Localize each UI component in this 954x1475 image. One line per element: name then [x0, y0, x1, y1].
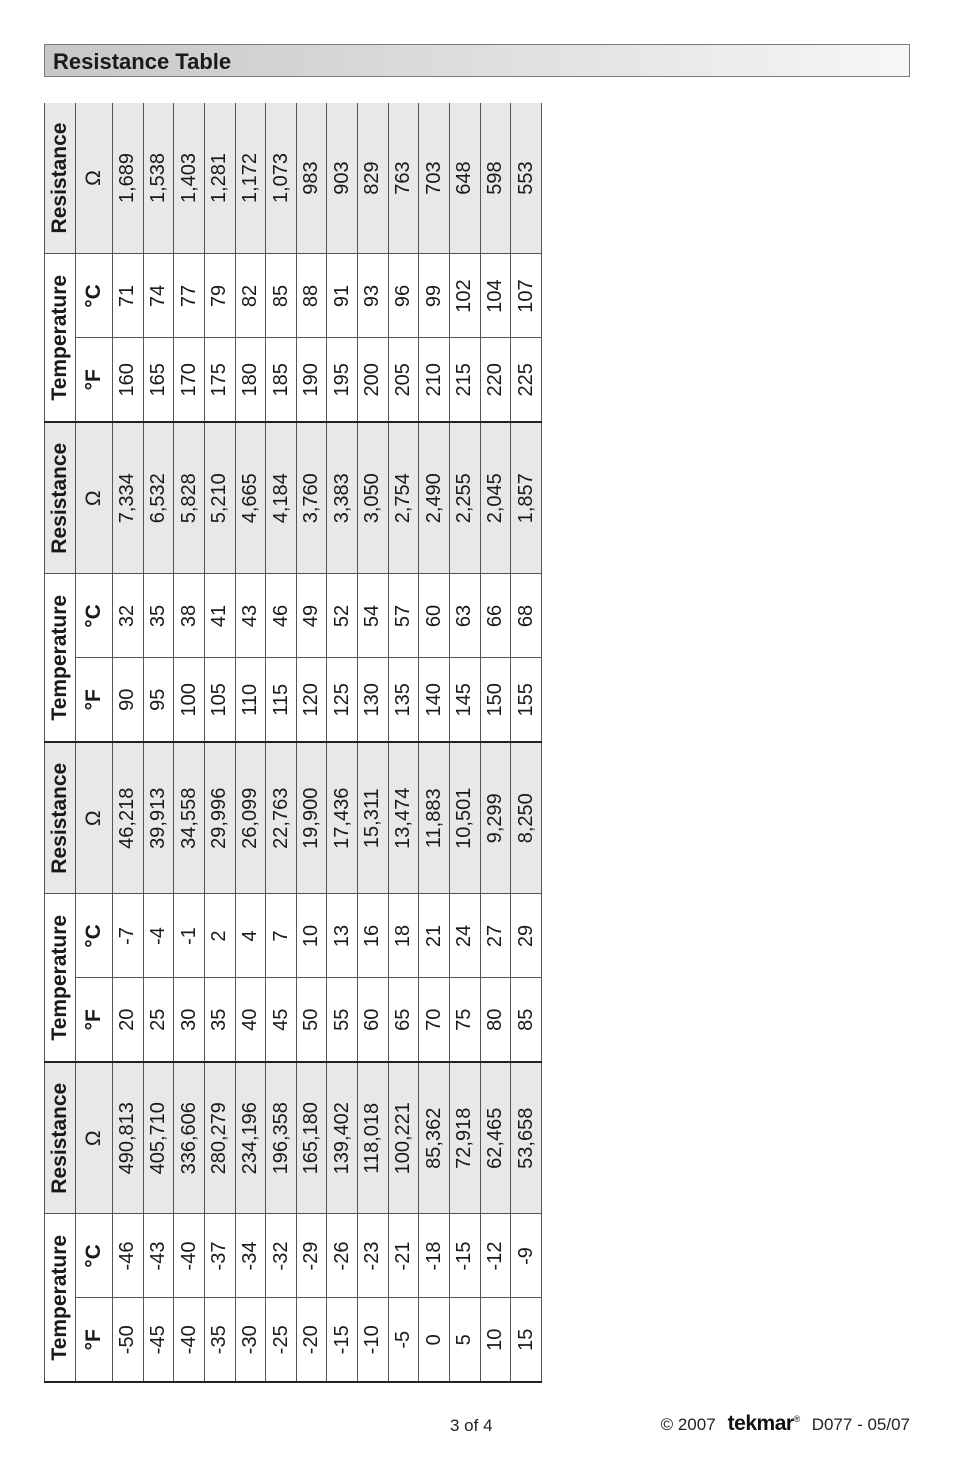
cell-celsius: -34 — [235, 1214, 266, 1298]
table-row — [480, 103, 511, 1382]
cell-celsius: 63 — [450, 574, 481, 658]
cell-resistance: 5,210 — [204, 422, 235, 574]
unit-celsius: °C — [76, 1214, 113, 1298]
table-row — [266, 103, 297, 1382]
cell-fahrenheit: 40 — [235, 978, 266, 1062]
unit-celsius: °C — [76, 254, 113, 338]
unit-celsius: °C — [76, 574, 113, 658]
cell-resistance: 983 — [296, 103, 327, 254]
cell-fahrenheit: 185 — [266, 338, 297, 422]
cell-celsius: 93 — [358, 254, 389, 338]
resistance-header: Resistance — [45, 103, 76, 254]
cell-resistance: 62,465 — [480, 1062, 511, 1214]
cell-resistance: 2,045 — [480, 422, 511, 574]
cell-fahrenheit: 115 — [266, 658, 297, 742]
cell-fahrenheit: -35 — [204, 1298, 235, 1382]
cell-fahrenheit: 65 — [388, 978, 419, 1062]
section-title-bar — [44, 44, 910, 77]
cell-resistance: 8,250 — [511, 742, 542, 894]
cell-resistance: 1,403 — [174, 103, 205, 254]
cell-celsius: 66 — [480, 574, 511, 658]
cell-fahrenheit: 80 — [480, 978, 511, 1062]
cell-celsius: 4 — [235, 894, 266, 978]
cell-resistance: 2,255 — [450, 422, 481, 574]
resistance-table-rotated — [44, 103, 542, 1383]
cell-celsius: 13 — [327, 894, 358, 978]
cell-resistance: 26,099 — [235, 742, 266, 894]
cell-celsius: 16 — [358, 894, 389, 978]
cell-celsius: 107 — [511, 254, 542, 338]
cell-fahrenheit: 130 — [358, 658, 389, 742]
cell-fahrenheit: -20 — [296, 1298, 327, 1382]
cell-fahrenheit: 180 — [235, 338, 266, 422]
unit-fahrenheit: °F — [76, 978, 113, 1062]
cell-fahrenheit: 0 — [419, 1298, 450, 1382]
cell-fahrenheit: 160 — [113, 338, 144, 422]
cell-celsius: 38 — [174, 574, 205, 658]
cell-resistance: 703 — [419, 103, 450, 254]
cell-fahrenheit: 15 — [511, 1298, 542, 1382]
cell-fahrenheit: 20 — [113, 978, 144, 1062]
cell-fahrenheit: 140 — [419, 658, 450, 742]
temperature-header: Temperature — [45, 894, 76, 1062]
page-number: 3 of 4 — [450, 1416, 493, 1435]
cell-celsius: 88 — [296, 254, 327, 338]
cell-resistance: 4,665 — [235, 422, 266, 574]
cell-celsius: -12 — [480, 1214, 511, 1298]
cell-resistance: 72,918 — [450, 1062, 481, 1214]
table-unit-header-row — [76, 103, 113, 1382]
cell-celsius: 24 — [450, 894, 481, 978]
cell-celsius: 52 — [327, 574, 358, 658]
cell-resistance: 3,760 — [296, 422, 327, 574]
cell-resistance: 1,073 — [266, 103, 297, 254]
cell-resistance: 5,828 — [174, 422, 205, 574]
cell-celsius: 27 — [480, 894, 511, 978]
cell-resistance: 39,913 — [143, 742, 174, 894]
unit-fahrenheit: °F — [76, 338, 113, 422]
cell-resistance: 7,334 — [113, 422, 144, 574]
table-group-header-row — [45, 103, 76, 1382]
copyright: © 2007 — [660, 1415, 716, 1434]
cell-resistance: 29,996 — [204, 742, 235, 894]
cell-celsius: -15 — [450, 1214, 481, 1298]
cell-fahrenheit: -45 — [143, 1298, 174, 1382]
resistance-table-container — [44, 103, 542, 1383]
cell-celsius: 102 — [450, 254, 481, 338]
cell-resistance: 903 — [327, 103, 358, 254]
document-code: D077 - 05/07 — [811, 1415, 910, 1434]
brand-logo — [728, 1412, 800, 1436]
table-row — [419, 103, 450, 1382]
cell-fahrenheit: 75 — [450, 978, 481, 1062]
cell-resistance: 280,279 — [204, 1062, 235, 1214]
cell-celsius: -46 — [113, 1214, 144, 1298]
table-row — [204, 103, 235, 1382]
cell-celsius: -32 — [266, 1214, 297, 1298]
cell-celsius: 57 — [388, 574, 419, 658]
unit-celsius: °C — [76, 894, 113, 978]
temperature-header: Temperature — [45, 254, 76, 422]
cell-fahrenheit: 30 — [174, 978, 205, 1062]
cell-fahrenheit: 70 — [419, 978, 450, 1062]
cell-fahrenheit: 205 — [388, 338, 419, 422]
cell-celsius: 10 — [296, 894, 327, 978]
cell-celsius: 21 — [419, 894, 450, 978]
cell-resistance: 648 — [450, 103, 481, 254]
cell-celsius: 49 — [296, 574, 327, 658]
resistance-table — [44, 103, 542, 1383]
cell-fahrenheit: 35 — [204, 978, 235, 1062]
temperature-header: Temperature — [45, 574, 76, 742]
cell-celsius: -21 — [388, 1214, 419, 1298]
cell-fahrenheit: 135 — [388, 658, 419, 742]
registered-mark: ® — [793, 1414, 800, 1424]
cell-fahrenheit: 45 — [266, 978, 297, 1062]
cell-celsius: 74 — [143, 254, 174, 338]
unit-ohm: Ω — [76, 1062, 113, 1214]
cell-resistance: 196,358 — [266, 1062, 297, 1214]
cell-celsius: 2 — [204, 894, 235, 978]
cell-celsius: -43 — [143, 1214, 174, 1298]
cell-fahrenheit: -5 — [388, 1298, 419, 1382]
temperature-header: Temperature — [45, 1214, 76, 1382]
cell-fahrenheit: 90 — [113, 658, 144, 742]
cell-celsius: 96 — [388, 254, 419, 338]
cell-resistance: 53,658 — [511, 1062, 542, 1214]
cell-resistance: 165,180 — [296, 1062, 327, 1214]
cell-celsius: 77 — [174, 254, 205, 338]
cell-fahrenheit: 210 — [419, 338, 450, 422]
cell-celsius: 41 — [204, 574, 235, 658]
cell-celsius: 82 — [235, 254, 266, 338]
cell-celsius: 43 — [235, 574, 266, 658]
cell-resistance: 3,050 — [358, 422, 389, 574]
cell-fahrenheit: 200 — [358, 338, 389, 422]
cell-resistance: 85,362 — [419, 1062, 450, 1214]
cell-resistance: 118,018 — [358, 1062, 389, 1214]
cell-resistance: 2,490 — [419, 422, 450, 574]
cell-resistance: 763 — [388, 103, 419, 254]
cell-fahrenheit: 85 — [511, 978, 542, 1062]
table-row — [358, 103, 389, 1382]
cell-resistance: 1,857 — [511, 422, 542, 574]
cell-resistance: 234,196 — [235, 1062, 266, 1214]
cell-resistance: 46,218 — [113, 742, 144, 894]
cell-celsius: 18 — [388, 894, 419, 978]
cell-resistance: 6,532 — [143, 422, 174, 574]
cell-resistance: 100,221 — [388, 1062, 419, 1214]
cell-resistance: 598 — [480, 103, 511, 254]
cell-fahrenheit: 110 — [235, 658, 266, 742]
section-title: Resistance Table — [53, 49, 232, 74]
cell-celsius: -40 — [174, 1214, 205, 1298]
unit-ohm: Ω — [76, 422, 113, 574]
cell-resistance: 2,754 — [388, 422, 419, 574]
cell-fahrenheit: 165 — [143, 338, 174, 422]
cell-fahrenheit: 5 — [450, 1298, 481, 1382]
cell-resistance: 10,501 — [450, 742, 481, 894]
cell-fahrenheit: -50 — [113, 1298, 144, 1382]
cell-resistance: 553 — [511, 103, 542, 254]
cell-fahrenheit: 125 — [327, 658, 358, 742]
cell-fahrenheit: 215 — [450, 338, 481, 422]
cell-fahrenheit: 175 — [204, 338, 235, 422]
brand-name: tekmar — [727, 1412, 794, 1435]
cell-celsius: 104 — [480, 254, 511, 338]
cell-celsius: 35 — [143, 574, 174, 658]
cell-celsius: -29 — [296, 1214, 327, 1298]
cell-celsius: -7 — [113, 894, 144, 978]
cell-resistance: 17,436 — [327, 742, 358, 894]
cell-fahrenheit: 50 — [296, 978, 327, 1062]
cell-celsius: 29 — [511, 894, 542, 978]
cell-fahrenheit: 95 — [143, 658, 174, 742]
cell-celsius: -23 — [358, 1214, 389, 1298]
cell-fahrenheit: 220 — [480, 338, 511, 422]
cell-fahrenheit: 120 — [296, 658, 327, 742]
table-body — [113, 103, 542, 1382]
cell-fahrenheit: 150 — [480, 658, 511, 742]
unit-fahrenheit: °F — [76, 658, 113, 742]
cell-celsius: 7 — [266, 894, 297, 978]
unit-ohm: Ω — [76, 742, 113, 894]
cell-celsius: 54 — [358, 574, 389, 658]
cell-resistance: 490,813 — [113, 1062, 144, 1214]
cell-celsius: 85 — [266, 254, 297, 338]
cell-celsius: -4 — [143, 894, 174, 978]
cell-resistance: 34,558 — [174, 742, 205, 894]
cell-fahrenheit: 190 — [296, 338, 327, 422]
resistance-header: Resistance — [45, 742, 76, 894]
cell-fahrenheit: 155 — [511, 658, 542, 742]
cell-resistance: 13,474 — [388, 742, 419, 894]
cell-resistance: 22,763 — [266, 742, 297, 894]
cell-resistance: 139,402 — [327, 1062, 358, 1214]
cell-celsius: -1 — [174, 894, 205, 978]
table-row — [174, 103, 205, 1382]
table-row — [388, 103, 419, 1382]
cell-fahrenheit: 55 — [327, 978, 358, 1062]
cell-fahrenheit: 25 — [143, 978, 174, 1062]
cell-celsius: -37 — [204, 1214, 235, 1298]
cell-resistance: 1,689 — [113, 103, 144, 254]
cell-resistance: 1,538 — [143, 103, 174, 254]
cell-resistance: 1,172 — [235, 103, 266, 254]
cell-celsius: 32 — [113, 574, 144, 658]
table-row — [296, 103, 327, 1382]
table-row — [143, 103, 174, 1382]
cell-resistance: 405,710 — [143, 1062, 174, 1214]
cell-fahrenheit: 10 — [480, 1298, 511, 1382]
cell-celsius: -18 — [419, 1214, 450, 1298]
cell-celsius: 91 — [327, 254, 358, 338]
cell-resistance: 336,606 — [174, 1062, 205, 1214]
cell-fahrenheit: -40 — [174, 1298, 205, 1382]
unit-ohm: Ω — [76, 103, 113, 254]
cell-fahrenheit: -15 — [327, 1298, 358, 1382]
cell-resistance: 1,281 — [204, 103, 235, 254]
cell-celsius: 71 — [113, 254, 144, 338]
cell-celsius: 79 — [204, 254, 235, 338]
cell-fahrenheit: 145 — [450, 658, 481, 742]
cell-fahrenheit: -30 — [235, 1298, 266, 1382]
cell-resistance: 9,299 — [480, 742, 511, 894]
cell-resistance: 11,883 — [419, 742, 450, 894]
cell-fahrenheit: 170 — [174, 338, 205, 422]
cell-fahrenheit: 60 — [358, 978, 389, 1062]
cell-fahrenheit: 100 — [174, 658, 205, 742]
cell-celsius: 60 — [419, 574, 450, 658]
cell-celsius: 46 — [266, 574, 297, 658]
cell-fahrenheit: -10 — [358, 1298, 389, 1382]
cell-celsius: 68 — [511, 574, 542, 658]
table-row — [235, 103, 266, 1382]
cell-fahrenheit: -25 — [266, 1298, 297, 1382]
table-row — [450, 103, 481, 1382]
cell-fahrenheit: 105 — [204, 658, 235, 742]
footer — [661, 1412, 910, 1436]
cell-fahrenheit: 195 — [327, 338, 358, 422]
table-row — [511, 103, 542, 1382]
cell-celsius: -9 — [511, 1214, 542, 1298]
cell-resistance: 3,383 — [327, 422, 358, 574]
cell-resistance: 15,311 — [358, 742, 389, 894]
cell-fahrenheit: 225 — [511, 338, 542, 422]
table-row — [327, 103, 358, 1382]
cell-celsius: -26 — [327, 1214, 358, 1298]
resistance-header: Resistance — [45, 422, 76, 574]
cell-celsius: 99 — [419, 254, 450, 338]
table-row — [113, 103, 144, 1382]
cell-resistance: 4,184 — [266, 422, 297, 574]
cell-resistance: 19,900 — [296, 742, 327, 894]
unit-fahrenheit: °F — [76, 1298, 113, 1382]
resistance-header: Resistance — [45, 1062, 76, 1214]
cell-resistance: 829 — [358, 103, 389, 254]
